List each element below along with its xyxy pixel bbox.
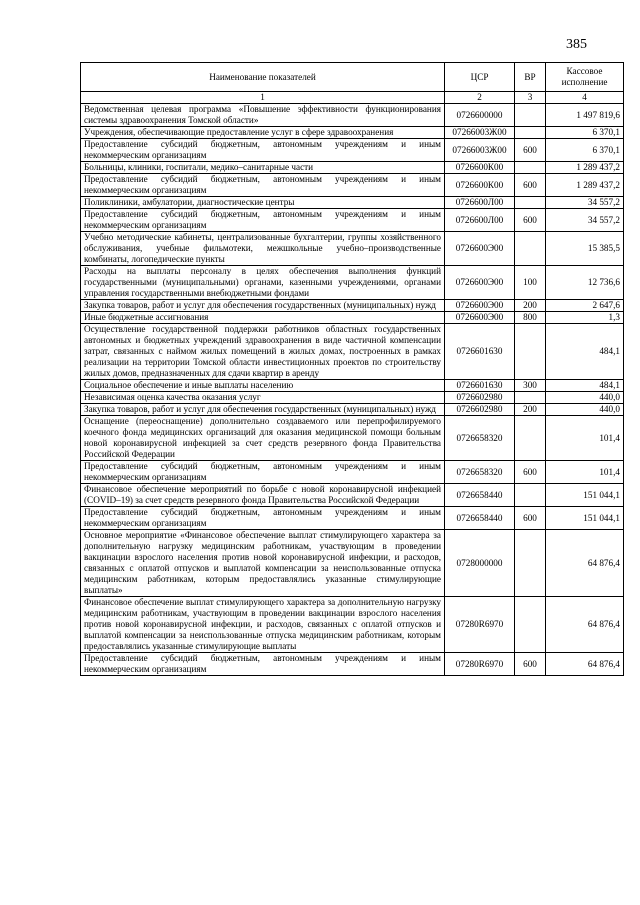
row-vr-code bbox=[515, 162, 546, 174]
row-csr-code: 0726600К00 bbox=[445, 162, 515, 174]
row-amount: 1 289 437,2 bbox=[546, 174, 624, 197]
row-name: Расходы на выплаты персоналу в целях обеспечения выполнения функций государственными (муниципальными) органами, казенными учреждениями, органами управления государственными внебюджетными фондами bbox=[81, 266, 445, 300]
row-vr-code bbox=[515, 530, 546, 597]
row-vr-code bbox=[515, 416, 546, 461]
row-csr-code: 07266003Ж00 bbox=[445, 127, 515, 139]
row-name: Учебно методические кабинеты, централизованные бухгалтерии, группы хозяйственного обслуживания, учебные фильмотеки, межшкольные учебно–производственные комбинаты, логопедические пункты bbox=[81, 232, 445, 266]
row-csr-code: 0726600Э00 bbox=[445, 300, 515, 312]
row-amount: 12 736,6 bbox=[546, 266, 624, 300]
row-amount: 440,0 bbox=[546, 392, 624, 404]
row-amount: 1,3 bbox=[546, 312, 624, 324]
row-name: Независимая оценка качества оказания услуг bbox=[81, 392, 445, 404]
row-amount: 484,1 bbox=[546, 324, 624, 380]
row-vr-code: 200 bbox=[515, 404, 546, 416]
row-vr-code: 600 bbox=[515, 461, 546, 484]
row-name: Предоставление субсидий бюджетным, автономным учреждениям и иным некоммерческим организациям bbox=[81, 461, 445, 484]
budget-execution-table bbox=[80, 62, 624, 676]
row-name: Закупка товаров, работ и услуг для обеспечения государственных (муниципальных) нужд bbox=[81, 300, 445, 312]
column-number-row bbox=[81, 92, 624, 104]
row-csr-code: 07280R6970 bbox=[445, 653, 515, 676]
row-csr-code: 0728000000 bbox=[445, 530, 515, 597]
table-row bbox=[81, 530, 624, 597]
table-row bbox=[81, 597, 624, 653]
page-number: 385 bbox=[566, 37, 587, 52]
table-row bbox=[81, 266, 624, 300]
table-row bbox=[81, 209, 624, 232]
table-row bbox=[81, 404, 624, 416]
table-row bbox=[81, 104, 624, 127]
row-csr-code: 0726600Л00 bbox=[445, 197, 515, 209]
row-amount: 151 044,1 bbox=[546, 507, 624, 530]
row-amount: 101,4 bbox=[546, 416, 624, 461]
row-amount: 64 876,4 bbox=[546, 653, 624, 676]
row-name: Предоставление субсидий бюджетным, автономным учреждениям и иным некоммерческим организациям bbox=[81, 507, 445, 530]
row-name: Закупка товаров, работ и услуг для обеспечения государственных (муниципальных) нужд bbox=[81, 404, 445, 416]
header-name: Наименование показателей bbox=[81, 63, 445, 92]
row-name: Больницы, клиники, госпитали, медико–санитарные части bbox=[81, 162, 445, 174]
row-vr-code: 300 bbox=[515, 380, 546, 392]
table-row bbox=[81, 232, 624, 266]
row-vr-code bbox=[515, 324, 546, 380]
row-vr-code bbox=[515, 392, 546, 404]
row-vr-code: 600 bbox=[515, 653, 546, 676]
row-csr-code: 0726601630 bbox=[445, 380, 515, 392]
row-name: Социальное обеспечение и иные выплаты населению bbox=[81, 380, 445, 392]
table-row bbox=[81, 507, 624, 530]
table-row bbox=[81, 300, 624, 312]
row-amount: 34 557,2 bbox=[546, 209, 624, 232]
row-name: Предоставление субсидий бюджетным, автономным учреждениям и иным некоммерческим организациям bbox=[81, 653, 445, 676]
row-name: Иные бюджетные ассигнования bbox=[81, 312, 445, 324]
row-csr-code: 0726600К00 bbox=[445, 174, 515, 197]
row-vr-code bbox=[515, 127, 546, 139]
table-row bbox=[81, 312, 624, 324]
row-vr-code: 600 bbox=[515, 139, 546, 162]
row-csr-code: 0726601630 bbox=[445, 324, 515, 380]
row-csr-code: 0726600Л00 bbox=[445, 209, 515, 232]
row-csr-code: 0726600Э00 bbox=[445, 232, 515, 266]
row-name: Основное мероприятие «Финансовое обеспечение выплат стимулирующего характера за дополнительную нагрузку медицинским работникам, участвующим в проведении вакцинации взрослого населения против новой коронавирусной инфекции, и расходов, связанных с оплатой отпусков и выплатой компенсации за неиспользованные отпуска медицинским работникам, которым предоставлялись указанные стимулирующие выплаты» bbox=[81, 530, 445, 597]
row-csr-code: 07266003Ж00 bbox=[445, 139, 515, 162]
row-name: Ведомственная целевая программа «Повышение эффективности функционирования системы здравоохранения Томской области» bbox=[81, 104, 445, 127]
table-row bbox=[81, 416, 624, 461]
row-amount: 440,0 bbox=[546, 404, 624, 416]
row-vr-code: 600 bbox=[515, 209, 546, 232]
row-amount: 64 876,4 bbox=[546, 597, 624, 653]
row-amount: 151 044,1 bbox=[546, 484, 624, 507]
row-name: Предоставление субсидий бюджетным, автономным учреждениям и иным некоммерческим организациям bbox=[81, 174, 445, 197]
row-csr-code: 0726600000 bbox=[445, 104, 515, 127]
row-amount: 1 289 437,2 bbox=[546, 162, 624, 174]
row-csr-code: 0726600Э00 bbox=[445, 312, 515, 324]
row-amount: 6 370,1 bbox=[546, 139, 624, 162]
column-number: 3 bbox=[515, 92, 546, 104]
row-vr-code: 200 bbox=[515, 300, 546, 312]
table-row bbox=[81, 162, 624, 174]
row-amount: 1 497 819,6 bbox=[546, 104, 624, 127]
header-amount: Кассовое исполнение bbox=[546, 63, 624, 92]
row-name: Поликлиники, амбулатории, диагностические центры bbox=[81, 197, 445, 209]
row-csr-code: 0726600Э00 bbox=[445, 266, 515, 300]
column-number: 4 bbox=[546, 92, 624, 104]
column-number: 2 bbox=[445, 92, 515, 104]
row-amount: 64 876,4 bbox=[546, 530, 624, 597]
row-amount: 6 370,1 bbox=[546, 127, 624, 139]
row-csr-code: 0726658440 bbox=[445, 484, 515, 507]
row-csr-code: 0726602980 bbox=[445, 404, 515, 416]
table-row bbox=[81, 324, 624, 380]
row-amount: 2 647,6 bbox=[546, 300, 624, 312]
row-name: Оснащение (переоснащение) дополнительно создаваемого или перепрофилируемого коечного фонда медицинских организаций для оказания медицинской помощи больным новой коронавирусной инфекцией за счет средств резервного фонда Правительства Российской Федерации bbox=[81, 416, 445, 461]
row-name: Предоставление субсидий бюджетным, автономным учреждениям и иным некоммерческим организациям bbox=[81, 209, 445, 232]
row-amount: 34 557,2 bbox=[546, 197, 624, 209]
row-vr-code bbox=[515, 597, 546, 653]
row-vr-code: 600 bbox=[515, 507, 546, 530]
row-csr-code: 07280R6970 bbox=[445, 597, 515, 653]
row-csr-code: 0726658440 bbox=[445, 507, 515, 530]
table-row bbox=[81, 392, 624, 404]
row-vr-code bbox=[515, 484, 546, 507]
row-name: Предоставление субсидий бюджетным, автономным учреждениям и иным некоммерческим организациям bbox=[81, 139, 445, 162]
row-vr-code: 100 bbox=[515, 266, 546, 300]
table-row bbox=[81, 461, 624, 484]
row-name: Финансовое обеспечение выплат стимулирующего характера за дополнительную нагрузку медицинским работникам, участвующим в проведении вакцинации взрослого населения против новой коронавирусной инфекции, и расходов, связанных с оплатой отпусков и выплатой компенсации за неиспользованные отпуска медицинским работникам, которым предоставлялись указанные стимулирующие выплаты bbox=[81, 597, 445, 653]
row-vr-code: 600 bbox=[515, 174, 546, 197]
row-name: Финансовое обеспечение мероприятий по борьбе с новой коронавирусной инфекцией (COVID–19) за счет средств резервного фонда Правительства Российской Федерации bbox=[81, 484, 445, 507]
table-row bbox=[81, 139, 624, 162]
row-vr-code bbox=[515, 232, 546, 266]
row-amount: 15 385,5 bbox=[546, 232, 624, 266]
header-csr: ЦСР bbox=[445, 63, 515, 92]
row-amount: 101,4 bbox=[546, 461, 624, 484]
table-row bbox=[81, 380, 624, 392]
header-vr: ВР bbox=[515, 63, 546, 92]
row-csr-code: 0726658320 bbox=[445, 416, 515, 461]
table-body bbox=[81, 104, 624, 676]
column-number: 1 bbox=[81, 92, 445, 104]
row-amount: 484,1 bbox=[546, 380, 624, 392]
row-csr-code: 0726602980 bbox=[445, 392, 515, 404]
row-vr-code: 800 bbox=[515, 312, 546, 324]
row-csr-code: 0726658320 bbox=[445, 461, 515, 484]
table-row bbox=[81, 653, 624, 676]
table-row bbox=[81, 127, 624, 139]
header-row bbox=[81, 63, 624, 92]
row-name: Осуществление государственной поддержки работников областных государственных автономных и бюджетных учреждений здравоохранения в виде частичной компенсации затрат, связанных с наймом жилых помещений в жилых домах, построенных в рамках реализации на территории Томской области инвестиционных проектов по строительству жилых домов, предназначенных для сдачи квартир в аренду bbox=[81, 324, 445, 380]
row-name: Учреждения, обеспечивающие предоставление услуг в сфере здравоохранения bbox=[81, 127, 445, 139]
row-vr-code bbox=[515, 197, 546, 209]
table-row bbox=[81, 174, 624, 197]
table-row bbox=[81, 484, 624, 507]
row-vr-code bbox=[515, 104, 546, 127]
table-row bbox=[81, 197, 624, 209]
